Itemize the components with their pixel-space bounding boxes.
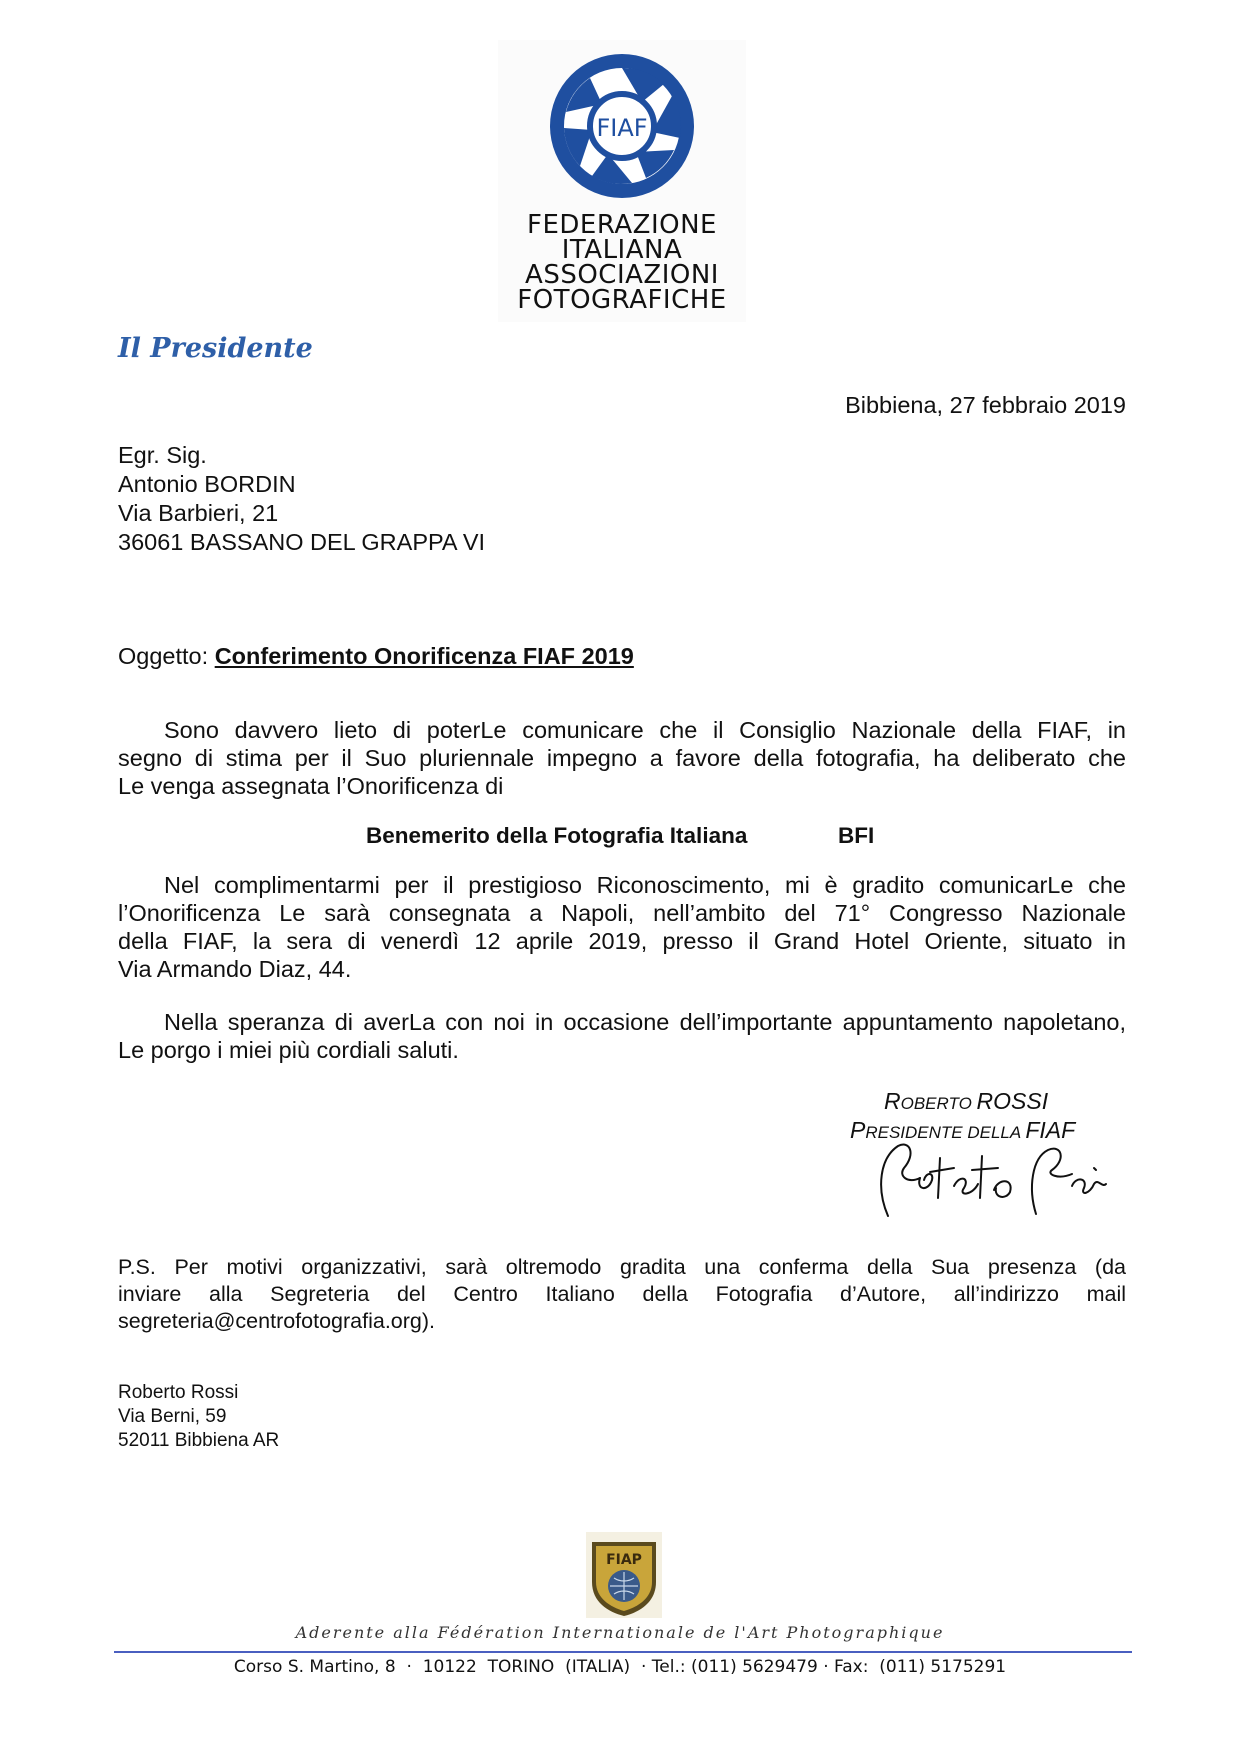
logo-line-2: ITALIANA [561,235,683,265]
paragraph-1-line-3: Le venga assegnata l’Onorificenza di [118,773,504,799]
subject-label: Oggetto: [118,643,215,669]
footer-divider [114,1651,1132,1653]
sender-title: Il Presidente [118,333,313,364]
recipient-line-1: Egr. Sig. [118,442,207,468]
sender-line-2: Via Berni, 59 [118,1406,227,1427]
award-title: Benemerito della Fotografia Italiana [366,823,748,848]
aperture-emblem-icon [546,50,698,202]
award-code: BFI [838,823,875,848]
signatory-role-org: FIAF [1025,1117,1076,1143]
handwritten-signature [858,1128,1108,1233]
logo-line-1: FEDERAZIONE [527,210,717,240]
sender-address [118,1381,279,1453]
signatory-role-initial: P [850,1117,866,1143]
fiaf-logo [498,40,746,322]
recipient-line-2: Antonio BORDIN [118,471,296,497]
signatory-name-initial: R [884,1088,901,1114]
paragraph-1-line-2: segno di stima per il Suo pluriennale impegno a favore della fotografia, ha deliberato che [118,745,1126,771]
paragraph-2-line-2: l’Onorificenza Le sarà consegnata a Napoli, nell’ambito del 71° Congresso Nazionale [118,900,1126,926]
fiap-logo [586,1532,662,1618]
paragraph-3-line-1: Nella speranza di averLa con noi in occasione dell’importante appuntamento napoletano, [164,1009,1126,1035]
signatory-role-rest: RESIDENTE DELLA [865,1123,1026,1142]
sender-line-3: 52011 Bibbiena AR [118,1430,280,1451]
signature-icon [858,1128,1108,1228]
fiap-emblem-icon [586,1532,662,1618]
paragraph-1-line-1: Sono davvero lieto di poterLe comunicare che il Consiglio Nazionale della FIAF, in [164,717,1126,743]
date-line: Bibbiena, 27 febbraio 2019 [845,392,1126,418]
paragraph-1 [118,716,1126,800]
recipient-line-3: Via Barbieri, 21 [118,500,279,526]
paragraph-3-line-2: Le porgo i miei più cordiali saluti. [118,1037,459,1063]
sender-line-1: Roberto Rossi [118,1382,239,1403]
fiap-logo-text: FIAP [606,1552,642,1568]
affiliation-line: Aderente alla Fédération Internationale de l'Art Photographique [295,1623,945,1642]
paragraph-2-line-1: Nel complimentarmi per il prestigioso Riconoscimento, mi è gradito comunicarLe che [164,872,1126,898]
logo-line-4: FOTOGRAFICHE [517,285,727,315]
logo-line-3: ASSOCIAZIONI [525,260,719,290]
emblem-text: FIAF [596,114,648,142]
signatory-name-rest: OBERTO [900,1094,977,1113]
recipient-address [118,441,485,557]
postscript [118,1254,1126,1335]
paragraph-2 [118,871,1126,983]
recipient-line-4: 36061 BASSANO DEL GRAPPA VI [118,529,486,555]
subject-text: Conferimento Onorificenza FIAF 2019 [214,643,634,669]
postscript-line-1: P.S. Per motivi organizzativi, sarà oltremodo gradita una conferma della Sua presenza (da [118,1255,1126,1279]
postscript-line-3: segreteria@centrofotografia.org). [118,1309,436,1333]
paragraph-2-line-3: della FIAF, la sera di venerdì 12 aprile 2019, presso il Grand Hotel Oriente, situato in [118,928,1126,954]
footer-address: Corso S. Martino, 8 · 10122 TORINO (ITALIA) · Tel.: (011) 5629479 · Fax: (011) 5175291 [233,1657,1007,1677]
postscript-line-2: inviare alla Segreteria del Centro Italiano della Fotografia d’Autore, all’indirizzo mail [118,1282,1126,1306]
paragraph-2-line-4: Via Armando Diaz, 44. [118,956,352,982]
signatory-name [884,1088,1048,1115]
subject-line [118,642,634,670]
paragraph-3 [118,1008,1126,1064]
signatory-surname: ROSSI [976,1088,1049,1114]
